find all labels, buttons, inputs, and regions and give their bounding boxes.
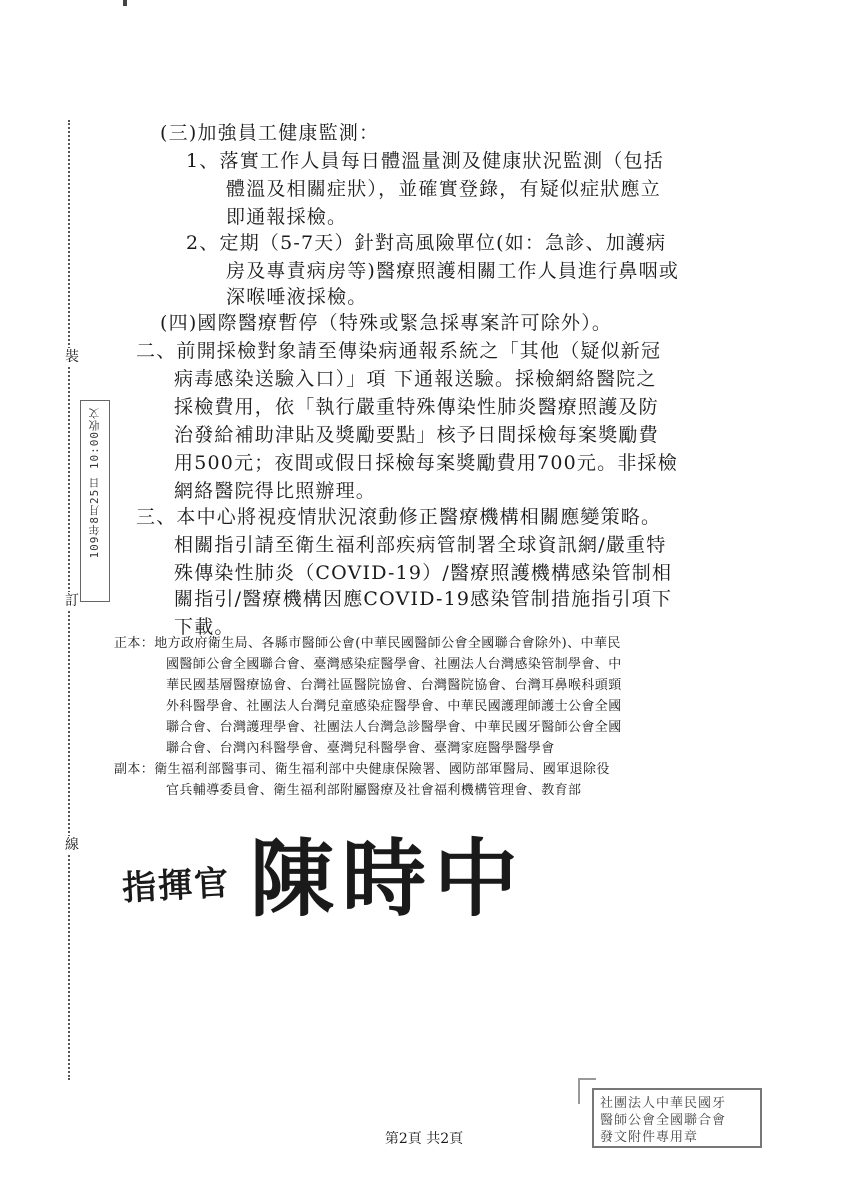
binding-mark-mid: 訂 — [62, 592, 82, 610]
cc-row: 正本：地方政府衛生局、各縣市醫師公會(中華民國醫師公會全國聯合會除外)、中華民 — [114, 636, 621, 651]
cc-row: 官兵輔導委員會、衛生福利部附屬醫療及社會福利機構管理會、教育部 — [166, 783, 582, 798]
top-tick-mark — [123, 0, 127, 6]
body-line: 關指引/醫療機構因應COVID-19感染管制措施指引項下 — [174, 588, 673, 610]
stamp-line: 發文附件專用章 — [600, 1130, 699, 1145]
body-line: 1、落實工作人員每日體溫量測及健康狀況監測（包括 — [186, 150, 664, 172]
stamp-line: 醫師公會全國聯合會 — [600, 1113, 727, 1128]
stamp-line: 社團法人中華民國牙 — [600, 1096, 727, 1111]
cc-row: 聯合會、台灣內科醫學會、臺灣兒科醫學會、臺灣家庭醫學醫學會 — [166, 741, 555, 756]
body-line: 用500元；夜間或假日採檢每案獎勵費用700元。非採檢 — [174, 452, 678, 474]
page-number: 第2頁 共2頁 — [384, 1131, 464, 1147]
received-date-stamp-text: 109年8月25日 10:00收文 — [88, 407, 101, 559]
body-line: 三、本中心將視疫情狀況滾動修正醫療機構相關應變策略。 — [136, 506, 662, 528]
cc-row: 副本：衛生福利部醫事司、衛生福利部中央健康保險署、國防部軍醫局、國軍退除役 — [114, 762, 610, 777]
binding-mark-top: 裝 — [62, 348, 82, 366]
binding-margin — [62, 120, 82, 1080]
body-line: 下載。 — [174, 616, 235, 638]
cc-row: 外科醫學會、社團法人台灣兒童感染症醫學會、中華民國護理師護士公會全國 — [166, 699, 622, 714]
body-line: (四)國際醫療暫停（特殊或緊急採專案許可除外）。 — [160, 312, 613, 334]
body-line: 房及專責病房等)醫療照護相關工作人員進行鼻咽或 — [226, 260, 680, 282]
body-line: 網絡醫院得比照辦理。 — [174, 480, 377, 502]
body-line: 2、定期（5-7天）針對高風險單位(如：急診、加護病 — [186, 232, 667, 254]
body-line: 即通報採檢。 — [226, 206, 348, 228]
body-line: 相關指引請至衛生福利部疾病管制署全球資訊網/嚴重特 — [174, 534, 667, 556]
body-line: 二、前開採檢對象請至傳染病通報系統之「其他（疑似新冠 — [136, 340, 662, 362]
signature-block — [121, 810, 562, 928]
signature-title: 指揮官 — [121, 863, 232, 909]
body-line: 採檢費用，依「執行嚴重特殊傳染性肺炎醫療照護及防 — [174, 396, 659, 418]
received-date-stamp — [80, 400, 110, 602]
body-line: (三)加強員工健康監測： — [160, 122, 380, 144]
body-line: 深喉唾液採檢。 — [226, 286, 368, 308]
body-line: 病毒感染送驗入口）」項 下通報送驗。採檢網絡醫院之 — [174, 368, 657, 390]
cc-row: 聯合會、台灣護理學會、社團法人台灣急診醫學會、中華民國牙醫師公會全國 — [166, 720, 622, 735]
cc-row: 華民國基層醫療協會、台灣社區醫院協會、台灣醫院協會、台灣耳鼻喉科頭頸 — [166, 678, 622, 693]
signature-name: 陳時中 — [250, 829, 527, 928]
body-line: 體溫及相關症狀），並確實登錄，有疑似症狀應立 — [226, 178, 661, 200]
body-line: 治發給補助津貼及獎勵要點」核予日間採檢每案獎勵費 — [174, 424, 659, 446]
cc-row: 國醫師公會全國聯合會、臺灣感染症醫學會、社團法人台灣感染管制學會、中 — [166, 657, 622, 672]
binding-mark-bottom: 線 — [62, 836, 82, 854]
body-line: 殊傳染性肺炎（COVID-19）/醫療照護機構感染管制相 — [174, 562, 673, 584]
